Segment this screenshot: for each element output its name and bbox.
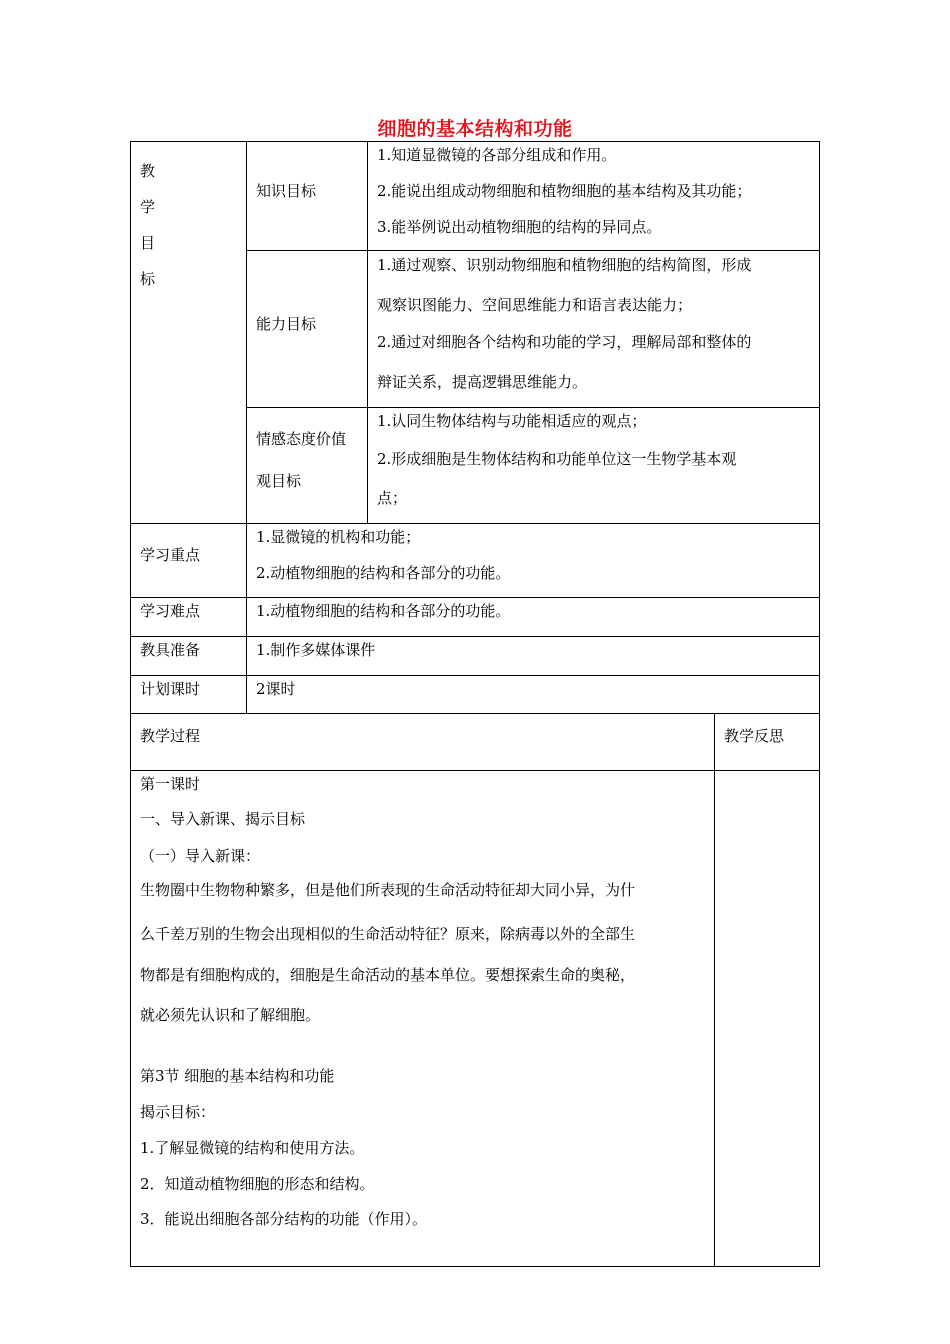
emotion-objective-line: 1.认同生物体结构与功能相适应的观点；: [377, 412, 647, 430]
process-line: 第一课时: [140, 775, 201, 793]
emotion-objective-label: 观目标: [256, 472, 302, 490]
table-line: [130, 1266, 820, 1267]
process-line: 第3节 细胞的基本结构和功能: [140, 1067, 335, 1085]
knowledge-objective-line: 1.知道显微镜的各部分组成和作用。: [377, 146, 617, 164]
table-line: [246, 250, 820, 251]
process-line: 物都是有细胞构成的，细胞是生命活动的基本单位。要想探索生命的奥秘，: [140, 966, 636, 984]
ability-objective-line: 辩证关系，提高逻辑思维能力。: [377, 373, 588, 391]
process-line: 生物圈中生物物种繁多，但是他们所表现的生命活动特征却大同小异，为什: [140, 881, 636, 899]
table-line: [130, 141, 131, 1266]
emotion-objective-line: 2.形成细胞是生物体结构和功能单位这一生物学基本观: [377, 450, 737, 468]
table-line: [130, 523, 820, 524]
knowledge-objective-line: 2.能说出组成动物细胞和植物细胞的基本结构及其功能；: [377, 182, 752, 200]
emotion-objective-label: 情感态度价值: [256, 430, 347, 448]
knowledge-objective-label: 知识目标: [256, 182, 317, 200]
ability-objective-line: 2.通过对细胞各个结构和功能的学习，理解局部和整体的: [377, 333, 752, 351]
document-title: 细胞的基本结构和功能: [377, 118, 573, 140]
teaching-aids-label: 教具准备: [140, 641, 201, 659]
table-line: [130, 713, 820, 714]
table-line: [714, 713, 715, 1266]
table-line: [246, 141, 247, 713]
ability-objective-label: 能力目标: [256, 315, 317, 333]
process-line: 一、导入新课、揭示目标: [140, 810, 306, 828]
process-line: 就必须先认识和了解细胞。: [140, 1006, 321, 1024]
teaching-aids-line: 1.制作多媒体课件: [256, 641, 376, 659]
emotion-objective-line: 点；: [377, 489, 408, 507]
reflection-header: 教学反思: [724, 727, 785, 745]
key-points-line: 2.动植物细胞的结构和各部分的功能。: [256, 564, 511, 582]
objectives-header-char: 标: [140, 270, 156, 288]
table-line: [367, 141, 368, 523]
planned-hours-line: 2课时: [256, 680, 296, 698]
process-line: 2．知道动植物细胞的形态和结构。: [140, 1175, 375, 1193]
table-line: [130, 597, 820, 598]
knowledge-objective-line: 3.能举例说出动植物细胞的结构的异同点。: [377, 218, 662, 236]
ability-objective-line: 观察识图能力、空间思维能力和语言表达能力；: [377, 296, 693, 314]
difficult-points-label: 学习难点: [140, 602, 201, 620]
ability-objective-line: 1.通过观察、识别动物细胞和植物细胞的结构简图，形成: [377, 256, 752, 274]
table-line: [130, 141, 820, 142]
objectives-header-char: 教: [140, 162, 156, 180]
process-line: 1.了解显微镜的结构和使用方法。: [140, 1139, 365, 1157]
planned-hours-label: 计划课时: [140, 680, 201, 698]
table-line: [130, 636, 820, 637]
table-line: [130, 770, 820, 771]
process-line: 揭示目标：: [140, 1103, 216, 1121]
objectives-header-char: 目: [140, 234, 156, 252]
difficult-points-line: 1.动植物细胞的结构和各部分的功能。: [256, 602, 511, 620]
table-line: [819, 141, 820, 1266]
process-line: 3．能说出细胞各部分结构的功能（作用）。: [140, 1210, 428, 1228]
table-line: [246, 407, 820, 408]
table-line: [130, 675, 820, 676]
process-header: 教学过程: [140, 727, 201, 745]
key-points-label: 学习重点: [140, 546, 201, 564]
key-points-line: 1.显微镜的机构和功能；: [256, 528, 421, 546]
process-line: （一）导入新课：: [140, 847, 261, 865]
objectives-header-char: 学: [140, 198, 156, 216]
process-line: 么千差万别的生物会出现相似的生命活动特征？原来，除病毒以外的全部生: [140, 925, 636, 943]
